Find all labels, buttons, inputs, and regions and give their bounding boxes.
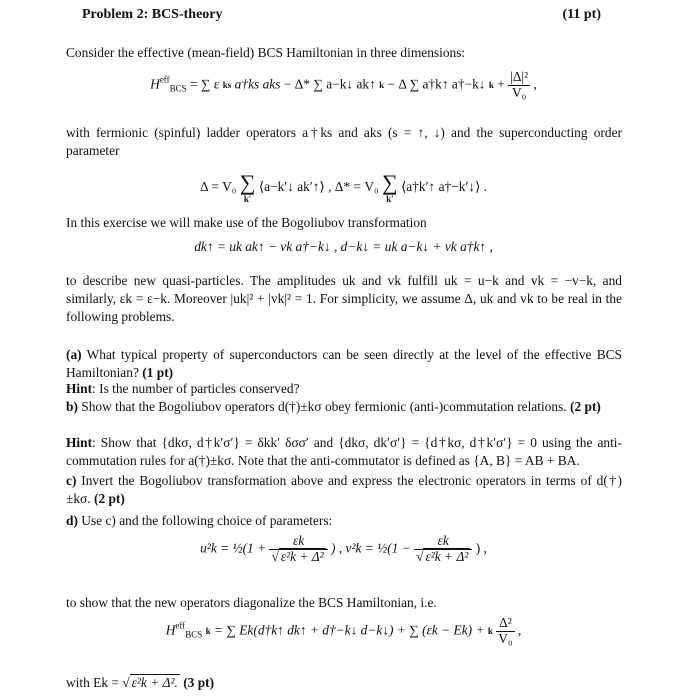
eq-params-tail: ) , (475, 540, 487, 556)
final-text: with Ek = (66, 675, 119, 690)
part-b-text: Show that the Bogoliubov operators d(†)±kσ obey fermionic (anti-)commutation relations. (81, 399, 567, 414)
part-c-points: (2 pt) (93, 490, 125, 506)
eq2-sum2: ∑ k′ (382, 170, 398, 204)
eq-u-lhs: u²k = ½(1 + (200, 540, 267, 556)
eq1-term1-tail: a†ks aks (234, 76, 281, 92)
eq2-part2: ⟨a−k′↓ ak′↑⟩ , Δ* = V₀ (258, 179, 379, 195)
part-c (66, 472, 622, 508)
problem-points: (11 pt) (562, 7, 601, 22)
hint-b (66, 434, 622, 470)
equation-hamiltonian: $H^{eff}_{BCS}$ = ∑ ε ks a†ks aks − Δ* ∑ a−k↓ ak↑ k − Δ ∑ a†k↑ a†−k↓ k + $\frac{\text{|Δ|²}}{\text{V₀}}$ , (150, 69, 537, 100)
eq3-tail: , (517, 622, 522, 638)
eq1-term1: = ∑ ε (190, 76, 220, 92)
eq2-part1: Δ = V₀ (199, 179, 237, 195)
intro-text: Consider the effective (mean-field) BCS Hamiltonian in three dimensions: (66, 45, 466, 60)
eq3-sum1-limit: k (205, 626, 211, 637)
equation-diagonal-hamiltonian (0, 616, 687, 646)
eq-u-fraction: $\frac{\varepsilon k}{\text{√ ε²k + Δ²}}$ (269, 534, 327, 564)
final-points: (3 pt) (183, 675, 215, 690)
part-c-label: c) (66, 473, 77, 488)
part-d-text: Use c) and the following choice of parameters: (81, 513, 333, 528)
eq3-body: = ∑ Ek(d†k↑ dk↑ + d†−k↓ d−k↓) + ∑ (εk − Ek) + (213, 622, 485, 638)
equation-parameters (0, 534, 687, 564)
eq-v-lhs: ) , v²k = ½(1 − (331, 540, 411, 556)
hint-a-text: : Is the number of particles conserved? (92, 381, 300, 396)
eq3-lhs: H (165, 622, 176, 638)
eq-v-fraction: $\frac{\varepsilon k}{\text{√ ε²k + Δ²}}$ (414, 534, 472, 564)
eq1-lhs-sub: BCS (169, 83, 187, 94)
part-a (66, 346, 622, 382)
hint-b-label: Hint (66, 435, 93, 450)
eq3-fraction: $\frac{\text{Δ²}}{\text{V₀}}$ (498, 615, 513, 646)
hint-b-text: : Show that {dkσ, d†k′σ′} = δkk′ δσσ′ and {dkσ, dk′σ′} = {d†kσ, d†k′σ′} = 0 using the anti-commutation rules for a(†)±kσ. Note that the anti-commutator is defined as {A, B} = AB + BA. (66, 435, 622, 468)
part-b (66, 398, 622, 416)
quasi-particles-text: to describe new quasi-particles. The amplitudes uk and vk fulfill uk = u−k and vk = −v−k, and similarly, εk = ε−k. Moreover |uk|² + |vk|² = 1. For simplicity, we assume Δ, uk and vk to be real in the following problems. (66, 273, 622, 324)
bogoliubov-intro: In this exercise we will make use of the Bogoliubov transformation (66, 215, 427, 230)
part-b-points: (2 pt) (570, 399, 601, 414)
part-a-points: (1 pt) (142, 364, 174, 380)
part-b-label: b) (66, 399, 78, 414)
eq1-fraction: $\frac{\text{|Δ|²}}{\text{V₀}}$ (510, 69, 529, 100)
eq1-sum1-limit: ks (222, 80, 232, 91)
final-line: with Ek = √ ε²k + Δ². (3 pt) (66, 675, 215, 690)
eq1-term3: − Δ ∑ a†k↑ a†−k↓ (387, 76, 486, 92)
part-a-text: What typical property of superconductors can be seen directly at the level of the effective BCS Hamiltonian? (66, 347, 622, 380)
eq2-part3: ⟨a†k′↑ a†−k′↓⟩ . (401, 179, 488, 195)
operators-text: with fermionic (spinful) ladder operators a†ks and aks (s = ↑, ↓) and the superconducting order parameter (66, 125, 622, 158)
diagonalize-text: to show that the new operators diagonalize the BCS Hamiltonian, i.e. (66, 595, 437, 610)
hint-a (66, 380, 622, 398)
eq3-sum2-limit: k (487, 626, 493, 637)
part-d (66, 512, 622, 530)
eq1-sum2-limit: k (379, 80, 385, 91)
final-sqrt: ε²k + Δ². (131, 675, 178, 690)
part-d-label: d) (66, 513, 78, 528)
equation-bogoliubov: dk↑ = uk ak↑ − vk a†−k↓ , d−k↓ = uk a−k↓ + vk a†k↑ , (194, 239, 493, 254)
eq1-term2: − Δ* ∑ a−k↓ ak↑ (283, 76, 376, 92)
eq1-lhs: H (150, 76, 160, 92)
eq1-sum3-limit: k (488, 80, 494, 91)
eq2-sum1: ∑ k′ (239, 170, 256, 204)
eq1-lhs-sup: eff (159, 74, 170, 85)
part-a-label: (a) (66, 347, 82, 362)
eq3-lhs-sub: BCS (185, 629, 203, 640)
hint-a-label: Hint (66, 381, 93, 396)
eq3-lhs-sup: eff (175, 620, 186, 631)
equation-order-parameter (0, 172, 687, 204)
part-c-text: Invert the Bogoliubov transformation above and express the electronic operators in terms of d(†)±kσ. (66, 473, 622, 506)
problem-title: Problem 2: BCS-theory (82, 7, 223, 22)
